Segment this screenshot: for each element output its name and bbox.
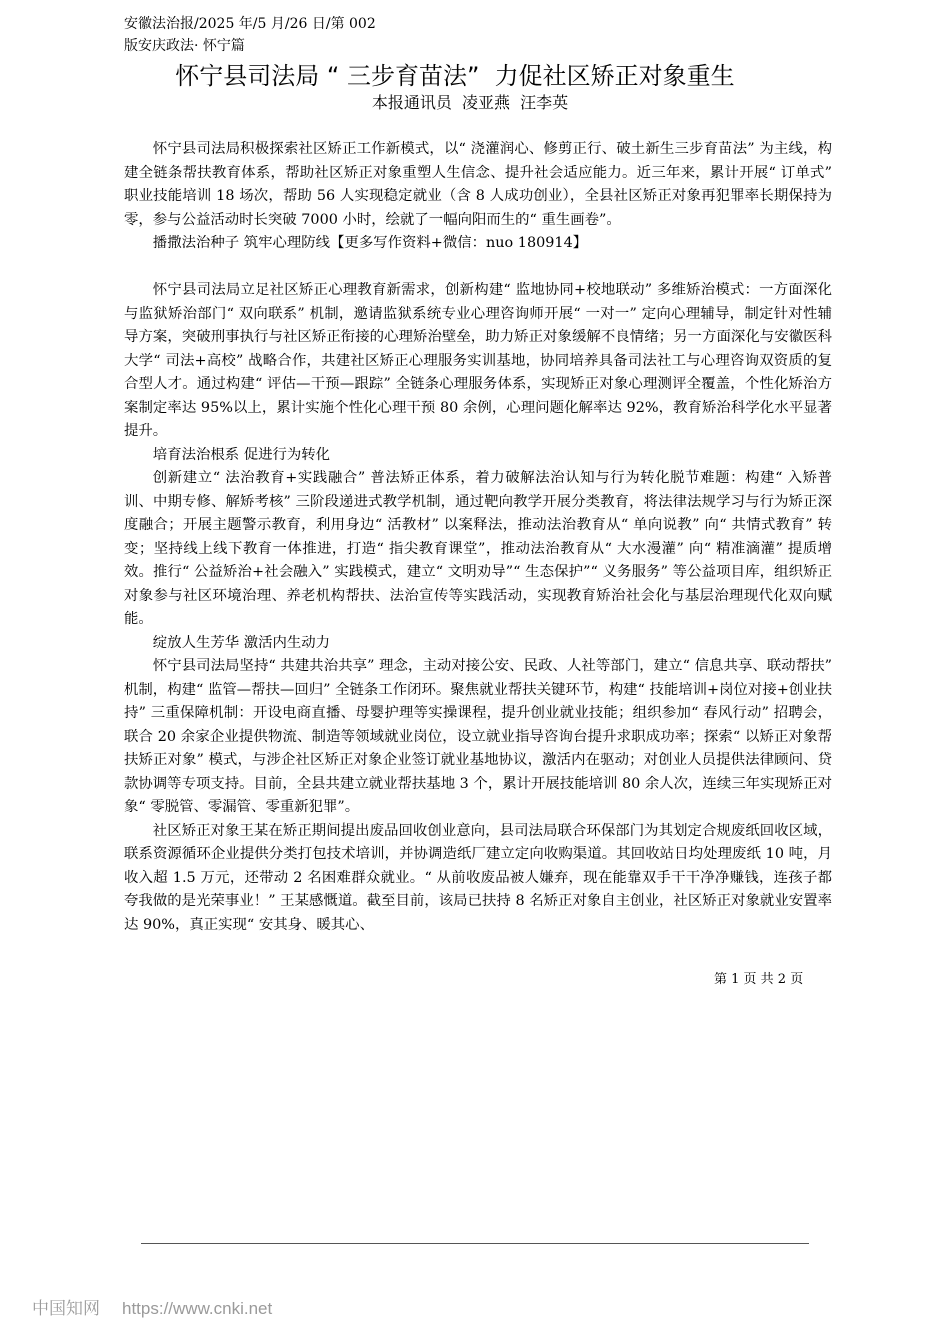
intro-paragraph: 怀宁县司法局积极探索社区矫正工作新模式，以“ 浇灌润心、修剪正行、破土新生三步育苗法” 为主线，构建全链条帮扶教育体系，帮助社区矫正对象重塑人生信念、提升社会适应能力。近三年来，累计开展“ 订单式” 职业技能培训 18 场次，帮助 56 人实现稳定就业（含 8 人成功创业），全县社区矫正对象再犯罪率长期保持为零，参与公益活动时长突破 7000 小时，绘就了一幅向阳而生的“ 重生画卷”。 (124, 141, 832, 228)
body-paragraph-3: 怀宁县司法局坚持“ 共建共治共享” 理念，主动对接公安、民政、人社等部门，建立“ 信息共享、联动帮扶” 机制，构建“ 监管—帮扶—回归” 全链条工作闭环。聚焦就业帮扶关键环节，构建“ 技能培训+岗位对接+创业扶持” 三重保障机制：开设电商直播、母婴护理等实操课程，提升创业就业技能；组织参加“ 春风行动” 招聘会，联合 20 余家企业提供物流、制造等领域就业岗位，设立就业指导咨询台提升求职成功率；探索“ 以矫正对象帮扶矫正对象” 模式，与涉企社区矫正对象企业签订就业基地协议，激活内在驱动；对创业人员提供法律顾问、贷款协调等专项支持。目前，全县共建立就业帮扶基地 3 个，累计开展技能培训 80 余人次，连续三年实现矫正对象“ 零脱管、零漏管、零重新犯罪”。 (124, 658, 832, 815)
subheading-1: 播撒法治种子 筑牢心理防线【更多写作资料+微信：nuo 180914】 (152, 235, 588, 251)
cnki-url-link[interactable]: https://www.cnki.net (122, 1299, 273, 1318)
source-line: 安徽法治报/2025 年/5 月/26 日/第 002 (124, 16, 376, 32)
footer (32, 1294, 294, 1319)
footer-divider (141, 1243, 809, 1244)
section-line: 版安庆政法· 怀宁篇 (124, 38, 245, 54)
body-paragraph-2: 创新建立“ 法治教育+实践融合” 普法矫正体系，着力破解法治认知与行为转化脱节难题：构建“ 入矫普训、中期专修、解矫考核” 三阶段递进式教学机制，通过靶向教学开展分类教育，将法律法规学习与行为矫正深度融合；开展主题警示教育，利用身边“ 活教材” 以案释法，推动法治教育从“ 单向说教” 向“ 共情式教育” 转变；坚持线上线下教育一体推进，打造“ 指尖教育课堂”，推动法治教育从“ 大水漫灌” 向“ 精准滴灌” 提质增效。推行“ 公益矫治+社会融入” 实践模式，建立“ 文明劝导”“ 生态保护”“ 义务服务” 等公益项目库，组织矫正对象参与社区环境治理、养老机构帮扶、法治宣传等实践活动，实现教育矫治社会化与基层治理现代化双向赋能。 (124, 470, 832, 627)
subheading-3: 绽放人生芳华 激活内生动力 (152, 634, 331, 651)
subheading-2: 培育法治根系 促进行为转化 (152, 446, 331, 463)
body-paragraph-4: 社区矫正对象王某在矫正期间提出废品回收创业意向，县司法局联合环保部门为其划定合规废纸回收区域，联系资源循环企业提供分类打包技术培训，并协调造纸厂建立定向收购渠道。其回收站日均处理废纸 10 吨，月收入超 1.5 万元，还带动 2 名困难群众就业。“ 从前收废品被人嫌弃，现在能靠双手干干净净赚钱，连孩子都夸我做的是光荣事业！” 王某感慨道。截至目前，该局已扶持 8 名矫正对象自主创业，社区矫正对象就业安置率达 90%，真正实现“ 安其身、暖其心、 (124, 822, 832, 933)
article-title: 怀宁县司法局 “ 三步育苗法” 力促社区矫正对象重生 (175, 62, 735, 90)
body-paragraph-1: 怀宁县司法局立足社区矫正心理教育新需求，创新构建“ 监地协同+校地联动” 多维矫治模式：一方面深化与监狱矫治部门“ 双向联系” 机制，邀请监狱系统专业心理咨询师开展“ 一对一” 定向心理辅导，制定针对性辅导方案，突破刑事执行与社区矫正衔接的心理矫治壁垒，助力矫正对象缓解不良情绪；另一方面深化与安徽医科大学“ 司法+高校” 战略合作，共建社区矫正心理服务实训基地，协同培养具备司法社工与心理咨询双资质的复合型人才。通过构建“ 评估—干预—跟踪” 全链条心理服务体系，实现矫正对象心理测评全覆盖，个性化矫治方案制定率达 95%以上，累计实施个性化心理干预 80 余例，心理问题化解率达 92%，教育矫治科学化水平显著提升。 (124, 282, 832, 439)
cnki-logo-text: 中国知网 (32, 1299, 100, 1318)
article-byline: 本报通讯员 凌亚燕 汪李英 (371, 93, 569, 112)
article-body (124, 138, 832, 937)
page-number: 第 1 页 共 2 页 (714, 972, 804, 987)
paragraph-gap (124, 256, 832, 280)
